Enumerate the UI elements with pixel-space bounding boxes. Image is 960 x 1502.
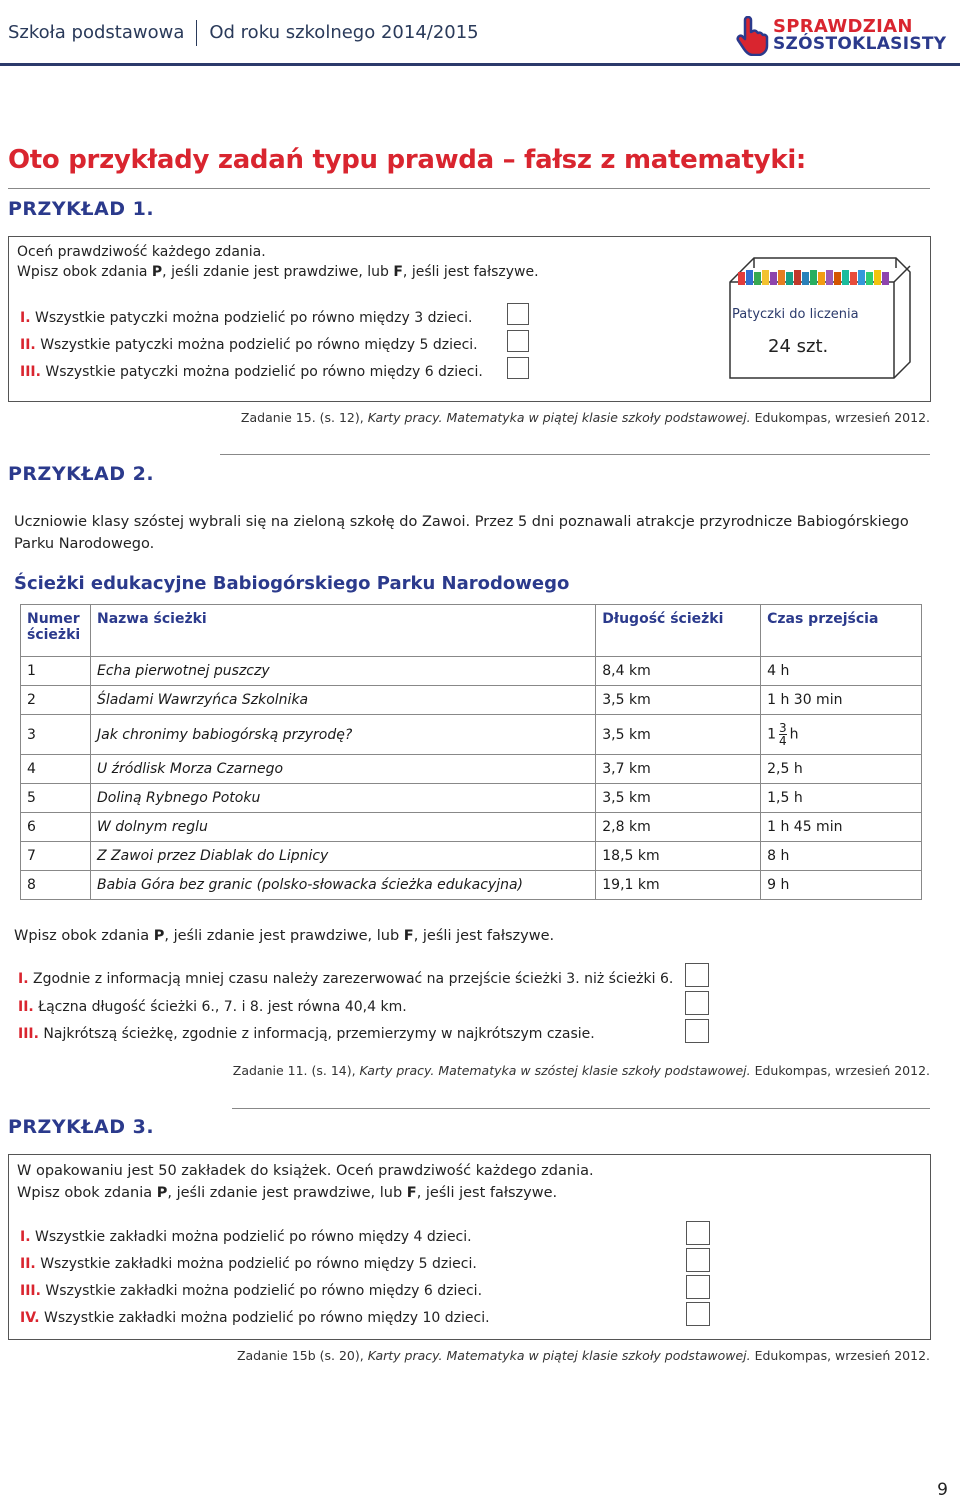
ex3-statement-3: III. Wszystkie zakładki można podzielić po równo między 6 dzieci. bbox=[20, 1283, 483, 1299]
cell-time: 1 h 45 min bbox=[761, 813, 922, 842]
page-number: 9 bbox=[937, 1480, 948, 1500]
table-row bbox=[21, 813, 922, 842]
header-number: Numer ścieżki bbox=[21, 605, 91, 657]
cell-number: 4 bbox=[21, 755, 91, 784]
cell-time: 9 h bbox=[761, 871, 922, 900]
table-title: Ścieżki edukacyjne Babiogórskiego Parku Narodowego bbox=[14, 573, 570, 594]
box-count: 24 szt. bbox=[768, 336, 829, 357]
cell-number: 1 bbox=[21, 657, 91, 686]
cell-name: Z Zawoi przez Diablak do Lipnicy bbox=[90, 842, 595, 871]
ex1-statement-2: II. Wszystkie patyczki można podzielić po równo między 5 dzieci. bbox=[20, 337, 478, 353]
ex2-statement-3: III. Najkrótszą ścieżkę, zgodnie z informacją, przemierzymy w najkrótszym czasie. bbox=[18, 1026, 595, 1042]
cell-number: 7 bbox=[21, 842, 91, 871]
header-left bbox=[8, 20, 479, 46]
header-name: Nazwa ścieżki bbox=[90, 605, 595, 657]
example-3-title: PRZYKŁAD 3. bbox=[8, 1116, 155, 1138]
ex1-answer-box-1[interactable] bbox=[507, 303, 529, 325]
ex2-rule bbox=[232, 1108, 930, 1109]
header-divider bbox=[196, 20, 197, 46]
cell-number: 5 bbox=[21, 784, 91, 813]
table-row bbox=[21, 686, 922, 715]
ex1-statement-3: III. Wszystkie patyczki można podzielić po równo między 6 dzieci. bbox=[20, 364, 483, 380]
cell-length: 19,1 km bbox=[596, 871, 761, 900]
ex1-answer-box-3[interactable] bbox=[507, 357, 529, 379]
cell-name: Jak chronimy babiogórską przyrodę? bbox=[90, 715, 595, 755]
cell-name: Śladami Wawrzyńca Szkolnika bbox=[90, 686, 595, 715]
cell-name: U źródlisk Morza Czarnego bbox=[90, 755, 595, 784]
ex3-statement-1: I. Wszystkie zakładki można podzielić po równo między 4 dzieci. bbox=[20, 1229, 472, 1245]
ex2-answer-box-2[interactable] bbox=[685, 991, 709, 1015]
ex1-instruction-2: Wpisz obok zdania P, jeśli zdanie jest prawdziwe, lub F, jeśli jest fałszywe. bbox=[17, 264, 539, 280]
paths-table bbox=[20, 604, 922, 900]
ex3-instruction-1: W opakowaniu jest 50 zakładek do książek. Oceń prawdziwość każdego zdania. bbox=[17, 1163, 594, 1179]
cell-time: 2,5 h bbox=[761, 755, 922, 784]
box-label: Patyczki do liczenia bbox=[732, 307, 859, 322]
example-1-title: PRZYKŁAD 1. bbox=[8, 198, 155, 220]
cell-length: 3,5 km bbox=[596, 686, 761, 715]
table-header-row bbox=[21, 605, 922, 657]
cell-length: 3,5 km bbox=[596, 715, 761, 755]
ex3-statement-4: IV. Wszystkie zakładki można podzielić po równo między 10 dzieci. bbox=[20, 1310, 490, 1326]
header-time: Czas przejścia bbox=[761, 605, 922, 657]
header-school: Szkoła podstawowa bbox=[8, 22, 185, 43]
ex2-statement-1: I. Zgodnie z informacją mniej czasu należy zarezerwować na przejście ścieżki 3. niż ścieżki 6. bbox=[18, 971, 674, 987]
cell-time: 1 h 30 min bbox=[761, 686, 922, 715]
ex2-statement-2: II. Łączna długość ścieżki 6., 7. i 8. jest równa 40,4 km. bbox=[18, 999, 407, 1015]
table-row bbox=[21, 842, 922, 871]
ex2-intro: Uczniowie klasy szóstej wybrali się na zieloną szkołę do Zawoi. Przez 5 dni poznawali atrakcje przyrodnicze Babiogórskiego Parku Narodowego. bbox=[14, 514, 909, 552]
table-row bbox=[21, 715, 922, 755]
example-2-title: PRZYKŁAD 2. bbox=[8, 463, 155, 485]
ex1-source: Zadanie 15. (s. 12), Karty pracy. Matematyka w piątej klasie szkoły podstawowej. Edukompas, wrzesień 2012. bbox=[240, 410, 930, 425]
ex1-instruction-1: Oceń prawdziwość każdego zdania. bbox=[17, 244, 266, 260]
fraction: $\frac{3}{4}$ bbox=[779, 721, 787, 748]
ex1-rule bbox=[220, 454, 930, 455]
hand-pointer-icon bbox=[735, 16, 769, 56]
cell-length: 3,7 km bbox=[596, 755, 761, 784]
table-row bbox=[21, 657, 922, 686]
ex2-instruction: Wpisz obok zdania P, jeśli zdanie jest prawdziwe, lub F, jeśli jest fałszywe. bbox=[14, 928, 555, 944]
cell-name: W dolnym reglu bbox=[90, 813, 595, 842]
ex3-answer-box-4[interactable] bbox=[686, 1302, 710, 1326]
sticks-icon bbox=[738, 270, 889, 285]
page-title: Oto przykłady zadań typu prawda – fałsz z matematyki: bbox=[8, 145, 807, 175]
cell-number: 8 bbox=[21, 871, 91, 900]
cell-time: 8 h bbox=[761, 842, 922, 871]
ex3-instruction-2: Wpisz obok zdania P, jeśli zdanie jest prawdziwe, lub F, jeśli jest fałszywe. bbox=[17, 1185, 558, 1201]
cell-length: 2,8 km bbox=[596, 813, 761, 842]
cell-number: 6 bbox=[21, 813, 91, 842]
cell-time: 1,5 h bbox=[761, 784, 922, 813]
logo bbox=[735, 16, 947, 56]
cell-number: 2 bbox=[21, 686, 91, 715]
cell-length: 3,5 km bbox=[596, 784, 761, 813]
ex3-answer-box-2[interactable] bbox=[686, 1248, 710, 1272]
ex2-source: Zadanie 11. (s. 14), Karty pracy. Matematyka w szóstej klasie szkoły podstawowej. Edukompas, wrzesień 2012. bbox=[232, 1063, 930, 1078]
table-row bbox=[21, 871, 922, 900]
cell-length: 8,4 km bbox=[596, 657, 761, 686]
header-year: Od roku szkolnego 2014/2015 bbox=[209, 22, 479, 43]
ex3-answer-box-3[interactable] bbox=[686, 1275, 710, 1299]
cell-time: 4 h bbox=[761, 657, 922, 686]
ex3-statement-2: II. Wszystkie zakładki można podzielić po równo między 5 dzieci. bbox=[20, 1256, 477, 1272]
ex3-answer-box-1[interactable] bbox=[686, 1221, 710, 1245]
cell-name: Echa pierwotnej puszczy bbox=[90, 657, 595, 686]
cell-time: 1 $\frac{3}{4}$ h bbox=[761, 715, 922, 755]
title-rule bbox=[8, 188, 930, 189]
header-rule bbox=[0, 63, 960, 66]
cell-name: Doliną Rybnego Potoku bbox=[90, 784, 595, 813]
ex1-statement-1: I. Wszystkie patyczki można podzielić po równo między 3 dzieci. bbox=[20, 310, 473, 326]
ex2-answer-box-1[interactable] bbox=[685, 963, 709, 987]
ex2-answer-box-3[interactable] bbox=[685, 1019, 709, 1043]
header-length: Długość ścieżki bbox=[596, 605, 761, 657]
ex1-answer-box-2[interactable] bbox=[507, 330, 529, 352]
ex3-source: Zadanie 15b (s. 20), Karty pracy. Matematyka w piątej klasie szkoły podstawowej. Edukompas, wrzesień 2012. bbox=[236, 1348, 930, 1363]
cell-length: 18,5 km bbox=[596, 842, 761, 871]
table-row bbox=[21, 784, 922, 813]
logo-line-2: SZÓSTOKLASISTY bbox=[773, 34, 947, 54]
cell-number: 3 bbox=[21, 715, 91, 755]
cell-name: Babia Góra bez granic (polsko-słowacka ścieżka edukacyjna) bbox=[90, 871, 595, 900]
logo-line-1: SPRAWDZIAN bbox=[773, 16, 913, 37]
table-row bbox=[21, 755, 922, 784]
